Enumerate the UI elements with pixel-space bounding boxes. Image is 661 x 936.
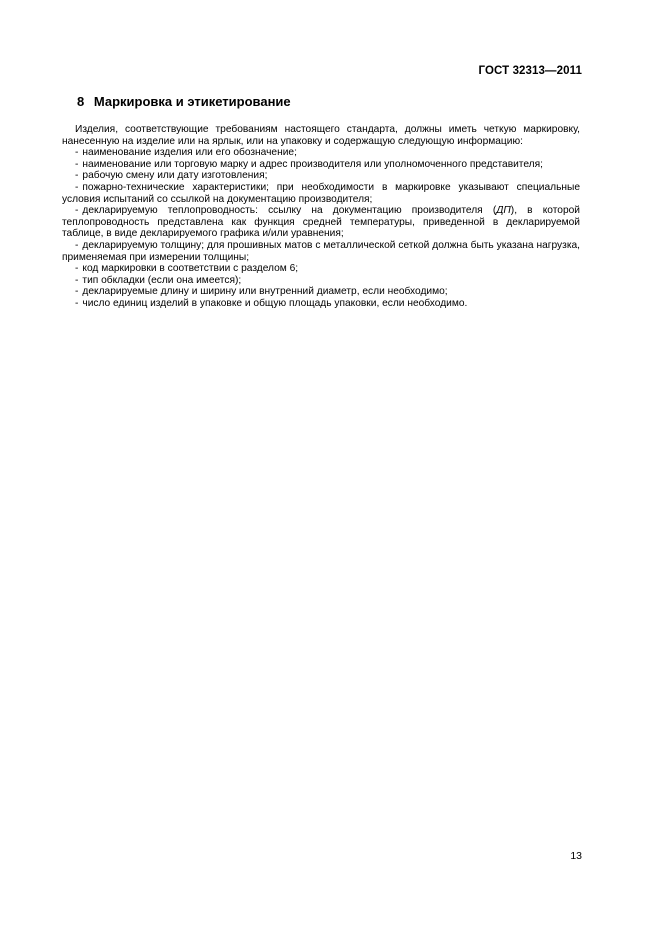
list-item-text: тип обкладки (если она имеется); — [82, 274, 242, 286]
list-dash: - — [75, 147, 79, 159]
list-item-text: число единиц изделий в упаковке и общую площадь упаковки, если необходимо. — [82, 297, 468, 309]
section-title: Маркировка и этикетирование — [93, 94, 291, 109]
intro-paragraph: Изделия, соответствующие требованиям настоящего стандарта, должны иметь четкую маркировку, нанесенную на изделие или на ярлык, или на упаковку и содержащую следующую информацию: — [62, 124, 580, 147]
section-body — [62, 124, 580, 310]
list-dash: - — [75, 297, 79, 309]
page-number: 13 — [570, 850, 582, 862]
list-item — [62, 286, 580, 298]
list-dash: - — [75, 274, 79, 286]
list-item-text-after: ), в которой теплопроводность представлена как функция средней температуры, приведенной в декларируемой таблице, в виде декларируемого графика и/или уравнения; — [62, 205, 580, 240]
list-item-text: декларируемую толщину; для прошивных матов с металлической сеткой должна быть указана нагрузка, применяемая при измерении толщины; — [62, 239, 580, 263]
list-dash: - — [75, 239, 79, 251]
list-dash: - — [75, 286, 79, 298]
list-item — [62, 263, 580, 275]
list-item — [62, 205, 580, 240]
list-dash: - — [75, 181, 79, 193]
list-item — [62, 275, 580, 287]
list-item — [62, 170, 580, 182]
list-item-text-before: декларируемую теплопроводность: ссылку на документацию производителя ( — [82, 205, 497, 217]
list-item — [62, 182, 580, 205]
list-dash: - — [75, 170, 79, 182]
list-dash: - — [75, 158, 79, 170]
standard-code: ГОСТ 32313—2011 — [478, 65, 582, 77]
list-item — [62, 147, 580, 159]
list-dash: - — [75, 263, 79, 275]
abbreviation-dp: ДП — [496, 205, 511, 217]
section-number: 8 — [77, 94, 85, 109]
list-item — [62, 298, 580, 310]
list-item-text: декларируемые длину и ширину или внутренний диаметр, если необходимо; — [82, 286, 448, 298]
list-item-text: пожарно-технические характеристики; при необходимости в маркировке указывают специальные условия испытаний со ссылкой на документацию производителя; — [62, 181, 580, 205]
section-heading — [77, 94, 291, 109]
list-item — [62, 159, 580, 171]
list-item-text: наименование изделия или его обозначение; — [82, 147, 297, 159]
list-item-text: код маркировки в соответствии с разделом 6; — [82, 263, 299, 275]
list-item-text: рабочую смену или дату изготовления; — [82, 170, 268, 182]
list-item-text: наименование или торговую марку и адрес производителя или уполномоченного представителя; — [82, 158, 543, 170]
list-item — [62, 240, 580, 263]
list-dash: - — [75, 205, 79, 217]
